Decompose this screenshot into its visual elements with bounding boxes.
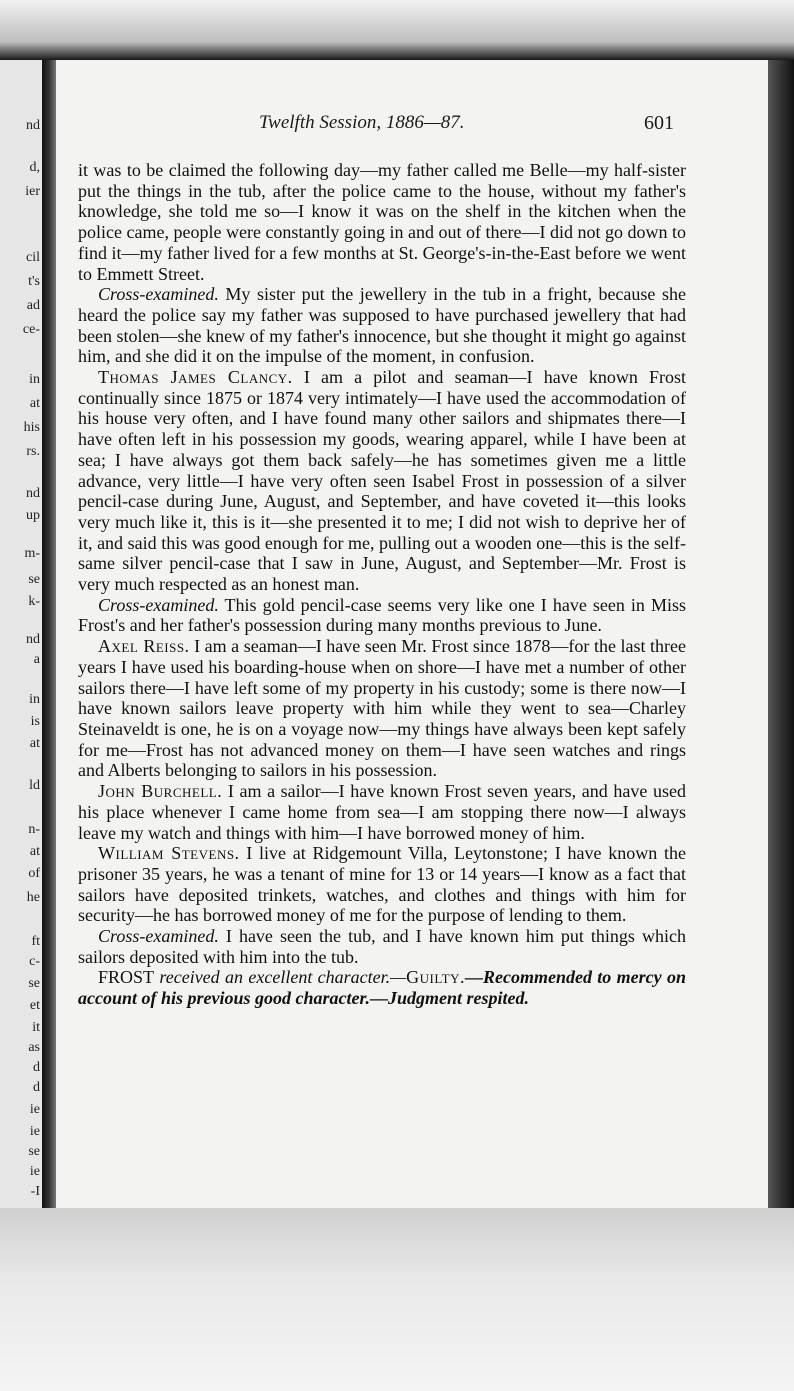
facing-page-text: ad xyxy=(26,298,40,313)
page-header xyxy=(56,112,768,142)
facing-page-text: d, xyxy=(29,160,40,175)
facing-page-text: ft xyxy=(31,934,40,949)
page-number: 601 xyxy=(644,112,674,134)
facing-page-text: m- xyxy=(24,546,40,561)
paragraph-text: it was to be claimed the following day—my father called me Belle—my half-sister put the things in the tub, after the police came to the house, without my father's knowledge, she told me so—I know it was on the shelf in the kitchen when the police came, people were constantly going in and out of there—I did not go down to find it—my father lived for a few months at St. George's-in-the-East before we went to Emmett Street. xyxy=(78,160,686,284)
facing-page-text: of xyxy=(28,866,40,881)
facing-page-text: he xyxy=(26,890,40,905)
book-gutter xyxy=(42,60,56,1210)
verdict-recommendation: —Recommended to mercy on account of his previous good character.—Judgment respited. xyxy=(78,967,686,1009)
verdict-paragraph xyxy=(78,967,686,1008)
paragraph-text: I have seen the tub, and I have known him put things which sailors deposited with him into the tub. xyxy=(78,926,686,967)
facing-page-text: up xyxy=(26,508,40,523)
verdict-text: received an excellent character.— xyxy=(154,967,407,988)
facing-page-text: k- xyxy=(28,594,40,609)
witness-paragraph xyxy=(78,781,686,843)
facing-page-text: ie xyxy=(29,1164,40,1179)
page-edge-stack xyxy=(768,60,794,1210)
witness-name: Thomas James Clancy. xyxy=(98,367,293,388)
witness-paragraph xyxy=(78,367,686,595)
facing-page-text: ie xyxy=(29,1102,40,1117)
facing-page-text: nd xyxy=(26,632,40,647)
paragraph-text: I live at Ridgemount Villa, Leytonstone; I have known the prisoner 35 years, he was a tenant of mine for 13 or 14 years—I know as a fact that sailors have deposited trinkets, watches, and clothes and things with him for security—he has borrowed money of me for the purpose of lending to them. xyxy=(78,843,686,926)
facing-page-text: ier xyxy=(25,184,40,199)
facing-page-text: t's xyxy=(28,274,40,289)
running-title: Twelfth Session, 1886—87. xyxy=(259,112,465,133)
scan-top-edge xyxy=(0,0,794,60)
page-body xyxy=(78,160,686,1009)
witness-paragraph xyxy=(78,843,686,926)
facing-page-text: et xyxy=(29,998,40,1013)
facing-page-text: his xyxy=(23,420,40,435)
facing-page-text: c- xyxy=(29,954,40,969)
facing-page-text: nd xyxy=(26,118,40,133)
facing-page-text: n- xyxy=(28,822,40,837)
scan-bottom-edge xyxy=(0,1208,794,1391)
facing-page-text: d xyxy=(33,1060,40,1075)
facing-page-text: in xyxy=(29,372,40,387)
facing-page-text: -I xyxy=(30,1184,40,1199)
cross-examination-paragraph xyxy=(78,284,686,367)
facing-page-text: se xyxy=(28,976,40,991)
facing-page-text: as xyxy=(28,1040,40,1055)
facing-page-fragment xyxy=(0,60,42,1210)
witness-name: William Stevens. xyxy=(98,843,240,864)
cross-examined-label: Cross-examined. xyxy=(98,926,219,947)
paragraph-text: I am a sailor—I have known Frost seven years, and have used his place whenever I came home from sea—I am stopping there now—I always leave my watch and things with him—I have borrowed money of him. xyxy=(78,781,686,843)
facing-page-text: cil xyxy=(26,250,40,265)
facing-page-text: is xyxy=(30,714,40,729)
defendant-name: FROST xyxy=(98,967,155,988)
cross-examination-paragraph xyxy=(78,926,686,967)
facing-page-text: se xyxy=(28,572,40,587)
cross-examination-paragraph xyxy=(78,595,686,636)
facing-page-text: ie xyxy=(29,1124,40,1139)
cross-examined-label: Cross-examined. xyxy=(98,284,219,305)
witness-name: Axel Reiss. xyxy=(98,636,190,657)
paragraph-text: This gold pencil-case seems very like one I have seen in Miss Frost's and her father's possession during many months previous to June. xyxy=(78,594,686,636)
witness-paragraph xyxy=(78,636,686,781)
facing-page-text: se xyxy=(28,1144,40,1159)
facing-page-text: it xyxy=(32,1020,40,1035)
facing-page-text: at xyxy=(29,844,40,859)
book-page xyxy=(56,60,768,1210)
facing-page-text: nd xyxy=(26,486,40,501)
testimony-paragraph xyxy=(78,160,686,284)
facing-page-text: ce- xyxy=(22,322,40,337)
facing-page-text: d xyxy=(33,1080,40,1095)
facing-page-text: ld xyxy=(29,778,40,793)
facing-page-text: in xyxy=(29,692,40,707)
verdict-guilty: Guilty. xyxy=(406,967,465,988)
facing-page-text: at xyxy=(29,396,40,411)
facing-page-text: rs. xyxy=(26,444,40,459)
paragraph-text: I am a pilot and seaman—I have known Frost continually since 1875 or 1874 very intimately—I have used the accommodation of his house very often, and I have found many other sailors and shipmates there—I have often left in his possession my goods, wearing apparel, while I have been at sea; I have always got them back safely—he has sometimes given me a little advance, very little—I have very often seen Isabel Frost in possession of a silver pencil-case during June, August, and September, and have coveted it—this looks very much like it, this is it—she presented it to me; I did not wish to deprive her of it, and said this was good enough for me, pulling out a wooden one—this is the self-same silver pencil-case that I saw in June, August, and September—Mr. Frost is very much respected as an honest man. xyxy=(78,367,686,595)
cross-examined-label: Cross-examined. xyxy=(98,594,219,615)
facing-page-text: at xyxy=(29,736,40,751)
paragraph-text: I am a seaman—I have seen Mr. Frost since 1878—for the last three years I have used his boarding-house when on shore—I have met a number of other sailors there—I have left some of my property in his custody; some is there now—I have known sailors leave property with him while they went to sea—Charley Steinaveldt is one, he is on a voyage now—my things have always been kept safely for me—Frost has not advanced money on them—I have seen watches and rings and Alberts belonging to sailors in his possession. xyxy=(78,636,686,781)
paragraph-text: My sister put the jewellery in the tub in a fright, because she heard the police say my father was supposed to have purchased jewellery that had been stolen—she knew of my father's innocence, but she thought it might go against him, and she did it on the impulse of the moment, in confusion. xyxy=(78,284,686,367)
witness-name: John Burchell. xyxy=(98,781,223,802)
facing-page-text: a xyxy=(33,652,40,667)
